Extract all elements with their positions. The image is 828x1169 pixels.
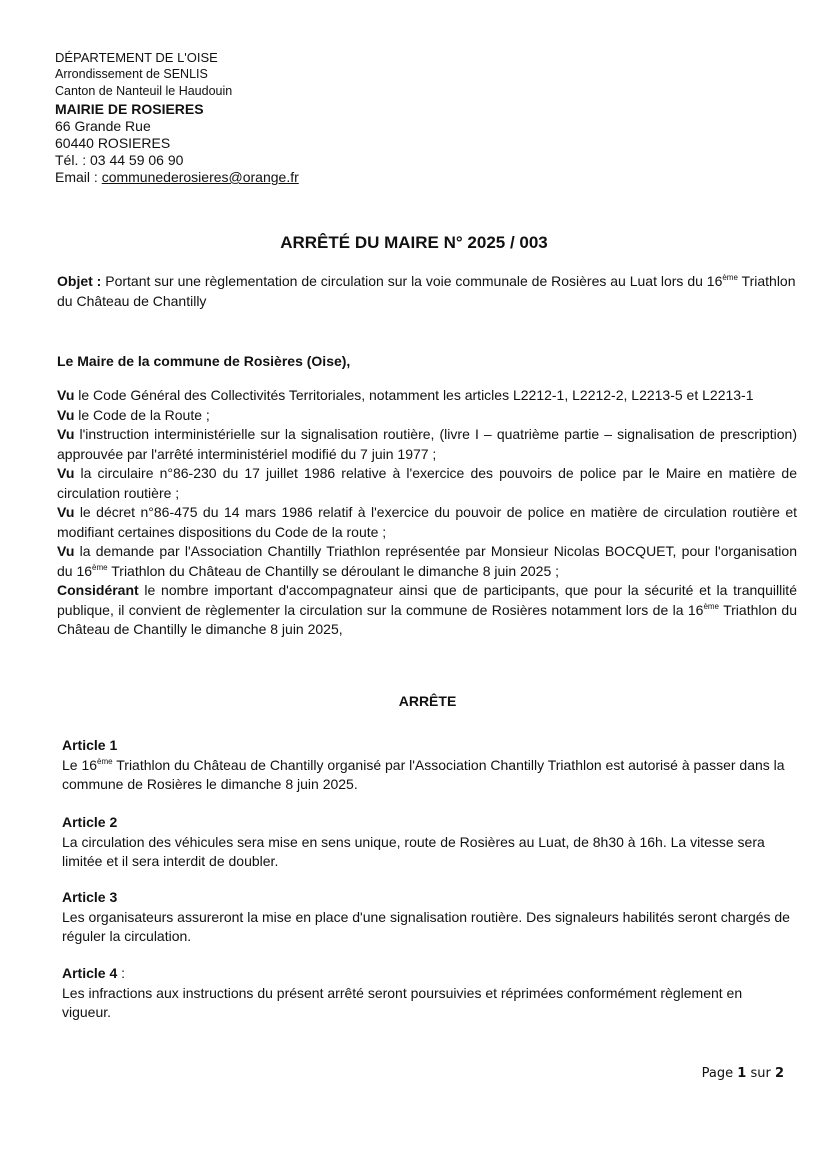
- considerant-text: la demande par l'Association Chantilly Triathlon représentée par Monsieur Nicolas BOCQUET, pour l'organisation du 16: [57, 543, 797, 579]
- maire-statement: Le Maire de la commune de Rosières (Oise),: [57, 353, 351, 369]
- article-4: [62, 964, 792, 1023]
- vu-label: Vu: [57, 465, 75, 481]
- considerant-item: [57, 542, 797, 581]
- telephone: Tél. : 03 44 59 06 90: [55, 152, 184, 168]
- mairie-name: MAIRIE DE ROSIERES: [55, 101, 204, 117]
- objet-text-end: Triathlon du Château de Chantilly: [57, 273, 796, 309]
- vu-label: Vu: [57, 543, 75, 559]
- article-text-end: Triathlon du Château de Chantilly organisé par l'Association Chantilly Triathlon est autorisé à passer dans la commune de Rosières le dimanche 8 juin 2025.: [62, 756, 785, 792]
- arrete-heading: ARRÊTE: [398, 693, 457, 709]
- page-total: 2: [774, 1066, 784, 1081]
- considerant-item: [57, 386, 797, 406]
- article-title: Article 1: [62, 737, 118, 753]
- article-title: Article 2: [62, 814, 118, 830]
- considerant-text: le décret n°86-475 du 14 mars 1986 relatif à l'exercice du pouvoir de police en matière de circulation routière et modifiant certaines dispositions du Code de la route ;: [57, 504, 797, 540]
- department: DÉPARTEMENT DE L'OISE: [55, 50, 218, 65]
- vu-label: Vu: [57, 426, 75, 442]
- article-title: Article 3: [62, 889, 118, 905]
- city-address: 60440 ROSIERES: [55, 135, 171, 151]
- arrondissement: Arrondissement de SENLIS: [55, 67, 208, 81]
- considerant-text: l'instruction interministérielle sur la signalisation routière, (livre I – quatrième partie – signalisation de prescription) approuvée par l'arrêté interministériel modifié du 7 juin 1977 ;: [57, 426, 797, 462]
- article-3: [62, 888, 792, 947]
- document-title: ARRÊTÉ DU MAIRE N° 2025 / 003: [280, 233, 548, 252]
- superscript: ème: [97, 756, 113, 766]
- article-title-line: [62, 964, 792, 984]
- article-body: La circulation des véhicules sera mise en sens unique, route de Rosières au Luat, de 8h30 à 16h. La vitesse sera limitée et il sera interdit de doubler.: [62, 833, 765, 869]
- article-1: [62, 736, 792, 795]
- email-link[interactable]: communederosieres@orange.fr: [101, 169, 299, 185]
- considerant-text: le nombre important d'accompagnateur ainsi que de participants, que pour la sécurité et la tranquillité publique, il convient de règlementer la circulation sur la commune de Rosières notamment lors de la 16: [57, 582, 797, 618]
- superscript: ème: [92, 562, 108, 572]
- article-body: Les infractions aux instructions du présent arrêté seront poursuivies et réprimées conformément règlement en vigueur.: [62, 984, 743, 1020]
- considerants: [57, 386, 797, 640]
- superscript: ème: [703, 601, 719, 611]
- objet-text: Portant sur une règlementation de circulation sur la voie communale de Rosières au Luat lors du 16: [101, 273, 723, 289]
- objet-label: Objet :: [57, 273, 102, 289]
- vu-label: Vu: [57, 504, 75, 520]
- article-2: [62, 813, 792, 872]
- considerant-item: [57, 406, 797, 426]
- considerant-text-end: Triathlon du Château de Chantilly le dimanche 8 juin 2025,: [57, 601, 797, 637]
- considerant-item: [57, 581, 797, 640]
- page-word: Page: [701, 1066, 738, 1081]
- canton: Canton de Nanteuil le Haudouin: [55, 84, 233, 98]
- article-body: Les organisateurs assureront la mise en place d'une signalisation routière. Des signaleurs habilités seront chargés de réguler la circulation.: [62, 908, 790, 944]
- considerant-text: le Code Général des Collectivités Territoriales, notamment les articles L2212-1, L2212-2, L2213-5 et L2213-1: [74, 387, 754, 403]
- vu-label: Vu: [57, 387, 75, 403]
- street-address: 66 Grande Rue: [55, 118, 151, 134]
- considerant-item: [57, 503, 797, 542]
- page-number: 1: [737, 1066, 747, 1081]
- considerant-item: [57, 464, 797, 503]
- considerant-label: Considérant: [57, 582, 139, 598]
- article-title-colon: :: [117, 965, 126, 981]
- considerant-text: la circulaire n°86-230 du 17 juillet 1986 relative à l'exercice des pouvoirs de police par le Maire en matière de circulation routière ;: [57, 465, 797, 501]
- page-sur: sur: [746, 1066, 775, 1081]
- email-line: [55, 169, 299, 186]
- article-title: Article 4: [62, 965, 118, 981]
- superscript: ème: [722, 273, 738, 282]
- considerant-text: le Code de la Route ;: [74, 406, 210, 423]
- letterhead: [55, 49, 299, 186]
- article-body: [62, 756, 792, 795]
- considerant-item: [57, 425, 797, 464]
- page-footer: [702, 1066, 784, 1081]
- objet-paragraph: [57, 272, 797, 311]
- considerant-text-end: Triathlon du Château de Chantilly se déroulant le dimanche 8 juin 2025 ;: [107, 562, 560, 579]
- article-text: Le 16: [62, 756, 98, 773]
- vu-label: Vu: [57, 406, 75, 423]
- email-label: Email :: [55, 169, 102, 185]
